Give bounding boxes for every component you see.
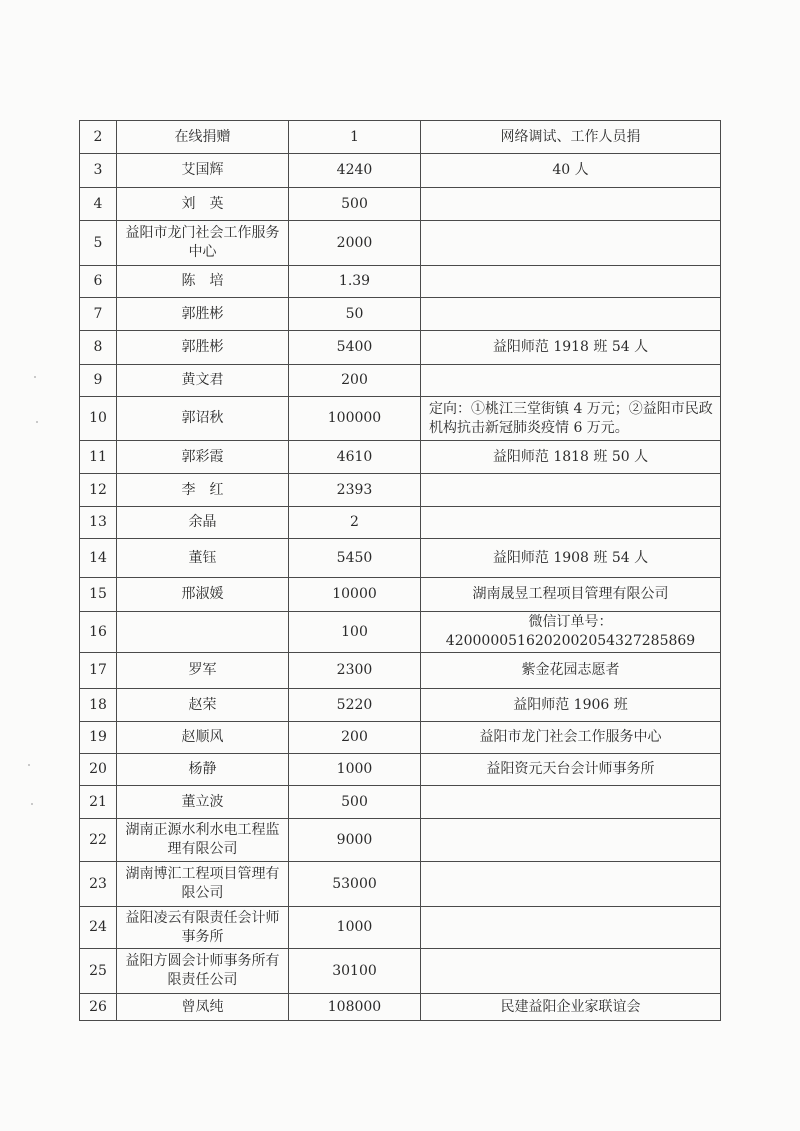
donation-amount: 500 [289,786,421,819]
table-row [80,188,721,221]
donor-name: 郭胜彬 [117,331,289,365]
table-row [80,365,721,397]
row-number: 14 [80,539,117,578]
row-number: 19 [80,722,117,754]
donor-name: 杨静 [117,754,289,786]
table-row [80,507,721,539]
table-row [80,994,721,1021]
table-row [80,266,721,298]
table-row [80,121,721,154]
row-number: 7 [80,298,117,331]
row-number: 16 [80,612,117,653]
donation-note: 益阳师范 1818 班 50 人 [421,441,721,474]
donor-name: 艾国辉 [117,154,289,188]
donation-note [421,221,721,266]
donation-note [421,507,721,539]
donor-name: 益阳市龙门社会工作服务中心 [117,221,289,266]
donor-name: 郭彩霞 [117,441,289,474]
donation-amount: 5450 [289,539,421,578]
row-number: 3 [80,154,117,188]
donation-note [421,474,721,507]
row-number: 25 [80,949,117,994]
scan-speck [34,376,36,378]
table-row [80,786,721,819]
donation-amount: 100 [289,612,421,653]
row-number: 11 [80,441,117,474]
row-number: 12 [80,474,117,507]
row-number: 13 [80,507,117,539]
donation-note: 益阳资元天台会计师事务所 [421,754,721,786]
donation-amount: 4610 [289,441,421,474]
donation-amount: 200 [289,365,421,397]
donor-name: 湖南正源水利水电工程监理有限公司 [117,819,289,862]
row-number: 26 [80,994,117,1021]
donation-amount: 108000 [289,994,421,1021]
table-row [80,539,721,578]
donation-amount: 2000 [289,221,421,266]
donor-name: 曾凤纯 [117,994,289,1021]
row-number: 23 [80,862,117,907]
table-row [80,612,721,653]
donation-note [421,907,721,949]
donation-amount: 5220 [289,689,421,722]
donor-name: 益阳凌云有限责任会计师事务所 [117,907,289,949]
donation-amount: 500 [289,188,421,221]
donation-note [421,949,721,994]
donation-note [421,188,721,221]
table-row [80,949,721,994]
table-row [80,397,721,441]
donation-amount: 10000 [289,578,421,612]
table-row [80,689,721,722]
row-number: 9 [80,365,117,397]
scan-speck [31,803,33,805]
donation-note [421,862,721,907]
donation-table-body [80,121,721,1021]
donation-note: 紫金花园志愿者 [421,653,721,689]
donation-amount: 2300 [289,653,421,689]
table-row [80,754,721,786]
donation-amount: 9000 [289,819,421,862]
donor-name: 黄文君 [117,365,289,397]
donor-name [117,612,289,653]
donation-note: 益阳市龙门社会工作服务中心 [421,722,721,754]
table-row [80,862,721,907]
donation-note [421,365,721,397]
donation-note: 定向：①桃江三堂街镇 4 万元；②益阳市民政机构抗击新冠肺炎疫情 6 万元。 [421,397,721,441]
donation-amount: 30100 [289,949,421,994]
donation-table [79,120,721,1021]
donation-note: 网络调试、工作人员捐 [421,121,721,154]
scan-speck [36,421,38,423]
donor-name: 郭诏秋 [117,397,289,441]
row-number: 17 [80,653,117,689]
donation-amount: 1 [289,121,421,154]
row-number: 18 [80,689,117,722]
donation-note: 湖南晟昱工程项目管理有限公司 [421,578,721,612]
donation-amount: 50 [289,298,421,331]
donation-note: 益阳师范 1918 班 54 人 [421,331,721,365]
row-number: 15 [80,578,117,612]
donation-amount: 2393 [289,474,421,507]
table-row [80,298,721,331]
donation-amount: 1000 [289,907,421,949]
table-row [80,653,721,689]
row-number: 10 [80,397,117,441]
donation-amount: 1.39 [289,266,421,298]
scan-speck [28,764,30,766]
row-number: 24 [80,907,117,949]
donor-name: 益阳方圆会计师事务所有限责任公司 [117,949,289,994]
table-row [80,221,721,266]
row-number: 8 [80,331,117,365]
row-number: 20 [80,754,117,786]
donor-name: 李 红 [117,474,289,507]
donor-name: 在线捐赠 [117,121,289,154]
table-row [80,907,721,949]
donation-note [421,819,721,862]
row-number: 2 [80,121,117,154]
donation-note [421,266,721,298]
donor-name: 刘 英 [117,188,289,221]
donation-note: 微信订单号：4200000516202002054327285869 [421,612,721,653]
row-number: 22 [80,819,117,862]
donor-name: 董立波 [117,786,289,819]
row-number: 5 [80,221,117,266]
donation-amount: 1000 [289,754,421,786]
donor-name: 余晶 [117,507,289,539]
donation-amount: 2 [289,507,421,539]
table-row [80,331,721,365]
donation-note [421,786,721,819]
row-number: 21 [80,786,117,819]
table-row [80,474,721,507]
donation-note: 40 人 [421,154,721,188]
donation-amount: 53000 [289,862,421,907]
table-row [80,722,721,754]
donor-name: 陈 培 [117,266,289,298]
donation-amount: 5400 [289,331,421,365]
donation-note: 益阳师范 1906 班 [421,689,721,722]
donor-name: 湖南博汇工程项目管理有限公司 [117,862,289,907]
donation-note [421,298,721,331]
donor-name: 郭胜彬 [117,298,289,331]
donation-note: 民建益阳企业家联谊会 [421,994,721,1021]
donation-amount: 100000 [289,397,421,441]
donor-name: 邢淑媛 [117,578,289,612]
donor-name: 罗军 [117,653,289,689]
donation-amount: 200 [289,722,421,754]
donor-name: 董钰 [117,539,289,578]
donor-name: 赵荣 [117,689,289,722]
table-row [80,441,721,474]
table-row [80,578,721,612]
table-row [80,819,721,862]
donation-note: 益阳师范 1908 班 54 人 [421,539,721,578]
donor-name: 赵顺风 [117,722,289,754]
row-number: 4 [80,188,117,221]
row-number: 6 [80,266,117,298]
donation-amount: 4240 [289,154,421,188]
table-row [80,154,721,188]
